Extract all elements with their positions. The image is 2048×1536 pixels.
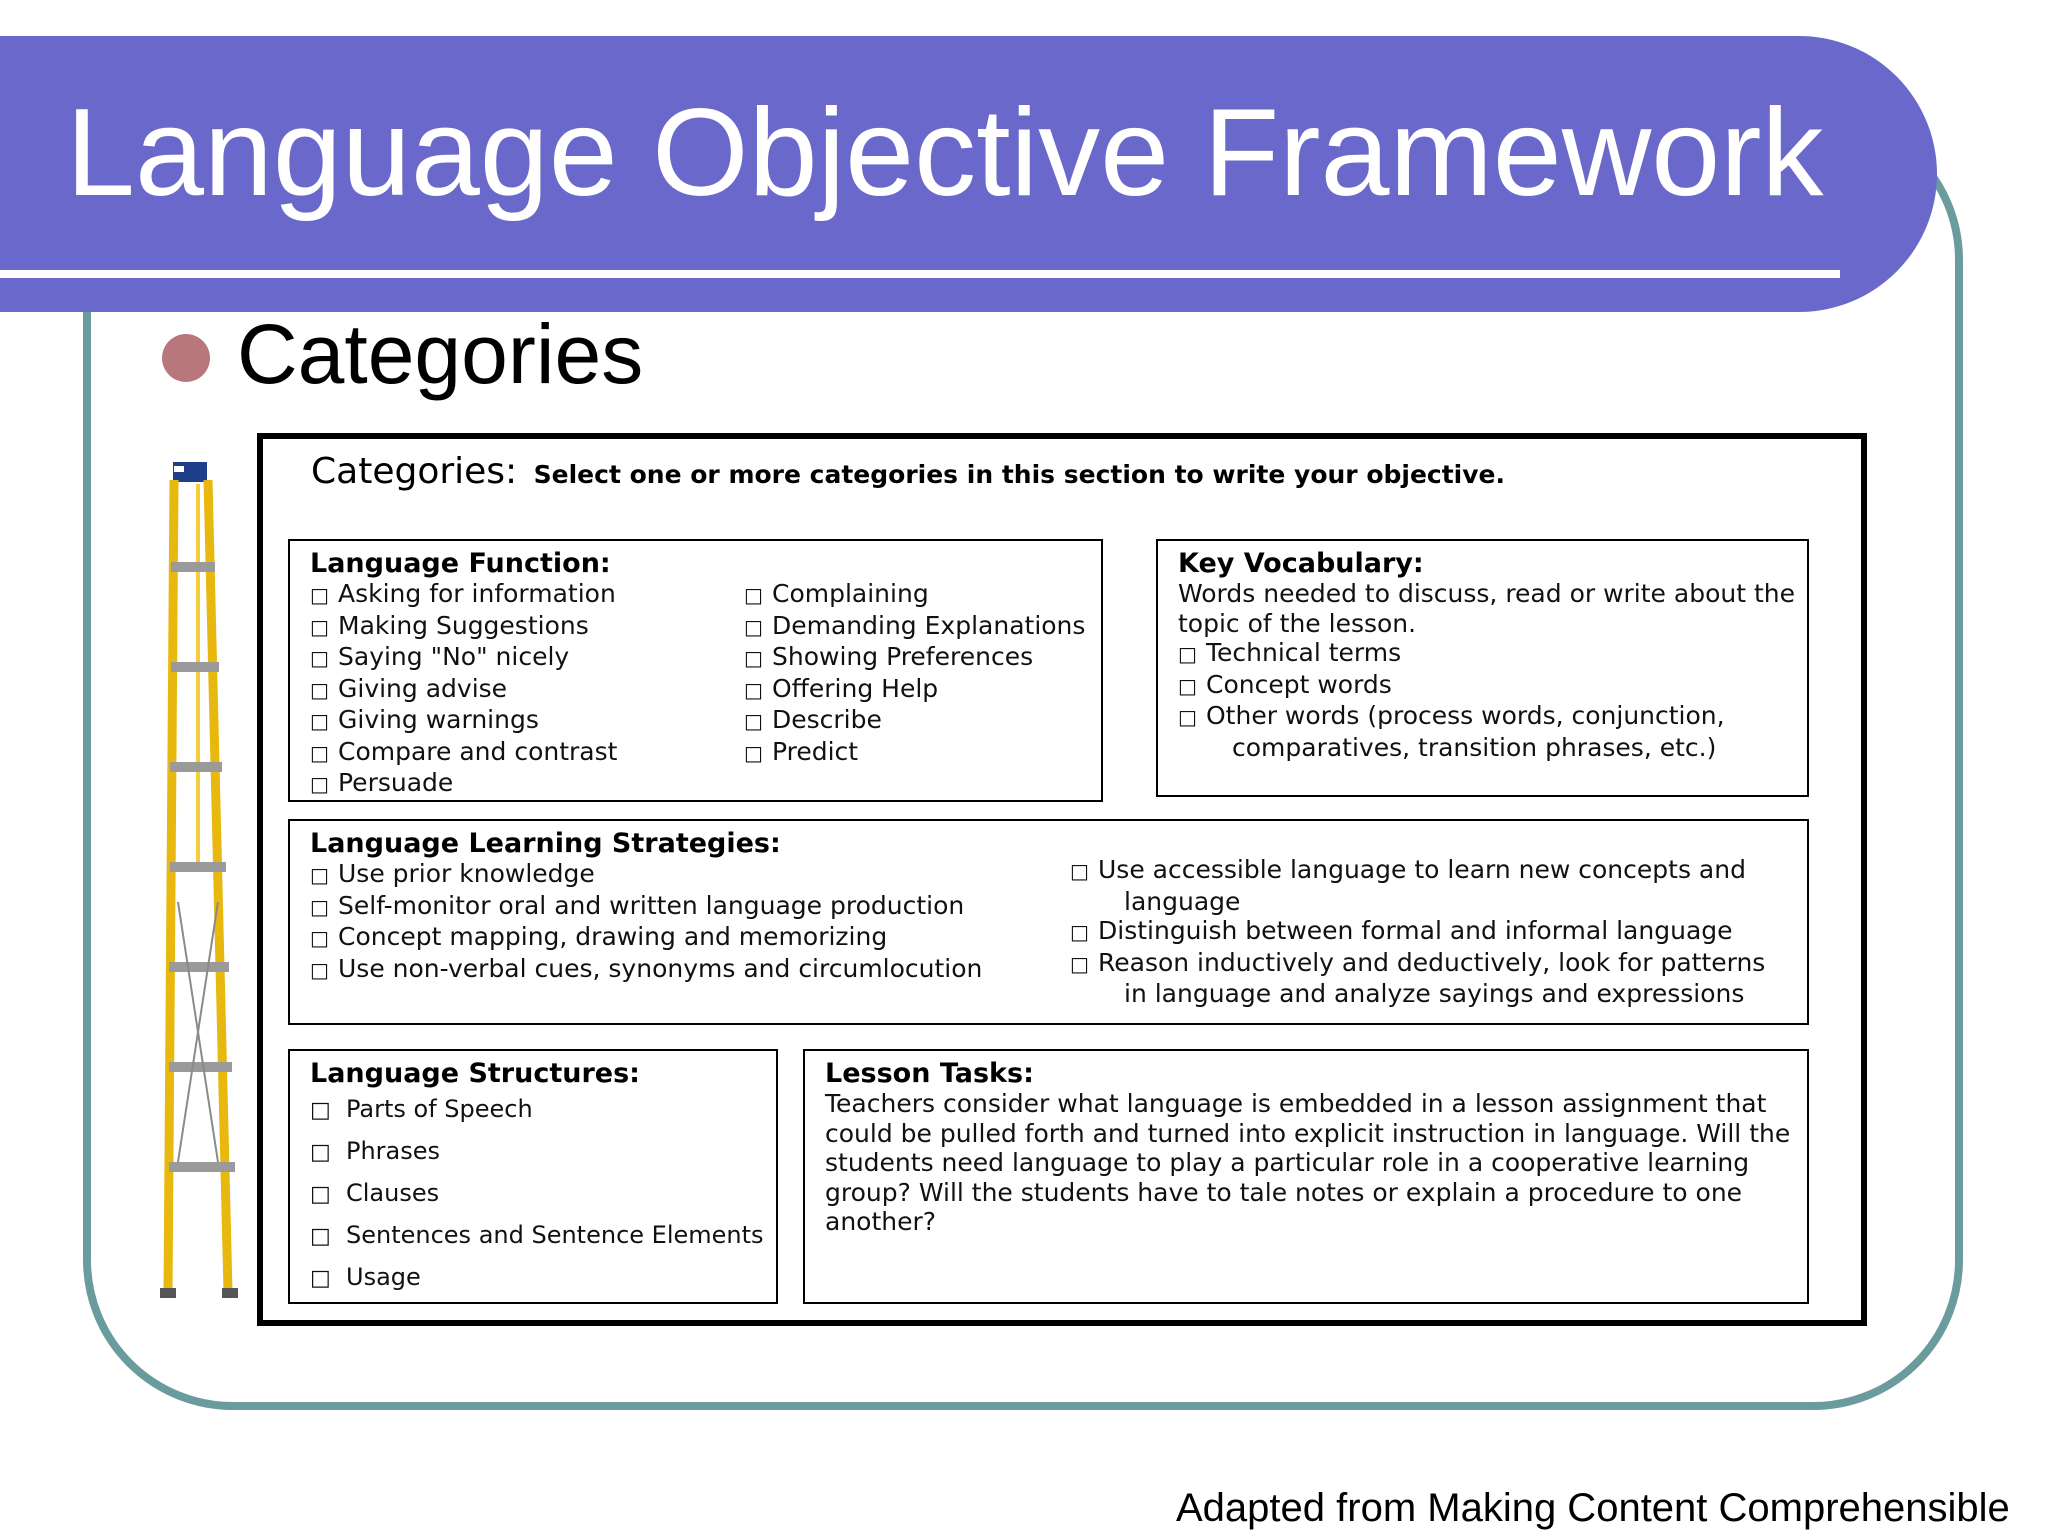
categories-form xyxy=(257,433,1867,1326)
checkbox-icon: □ xyxy=(310,1266,331,1291)
checkbox-icon: □ xyxy=(1070,859,1089,883)
checkbox-icon: □ xyxy=(1070,920,1089,944)
key-vocabulary-description: Words needed to discuss, read or write about the xyxy=(1178,579,1795,608)
lesson-tasks-line: Teachers consider what language is embedded in a lesson assignment that xyxy=(825,1089,1767,1118)
checkbox-icon: □ xyxy=(310,957,329,982)
bullet-categories: Categories xyxy=(237,307,644,401)
checkbox-icon: □ xyxy=(1178,642,1197,666)
checkbox-icon: □ xyxy=(310,677,329,702)
checkbox-item[interactable] xyxy=(744,611,1085,643)
checkbox-label: Showing Preferences xyxy=(772,642,1034,671)
checkbox-item[interactable] xyxy=(310,579,617,611)
checkbox-label: Sentences and Sentence Elements xyxy=(346,1221,764,1249)
checkbox-item[interactable] xyxy=(310,859,982,891)
list-item-continuation: language xyxy=(1124,886,1241,916)
list-item-continuation: in language and analyze sayings and expressions xyxy=(1124,979,1745,1008)
checkbox-icon: □ xyxy=(310,614,329,639)
checkbox-label: Self-monitor oral and written language production xyxy=(338,890,965,920)
checkbox-label: Parts of Speech xyxy=(346,1095,533,1123)
checkbox-item[interactable] xyxy=(744,674,1085,706)
checkbox-label: Saying "No" nicely xyxy=(338,642,570,671)
checkbox-icon: □ xyxy=(310,1098,331,1123)
form-header xyxy=(311,451,1505,492)
language-function-left-list xyxy=(310,579,617,800)
checkbox-icon: □ xyxy=(744,646,763,670)
checkbox-icon: □ xyxy=(310,646,329,670)
checkbox-icon: □ xyxy=(1070,951,1089,976)
checkbox-item[interactable] xyxy=(310,1089,764,1131)
checkbox-label: Making Suggestions xyxy=(338,610,589,640)
checkbox-label: Demanding Explanations xyxy=(772,610,1086,640)
checkbox-label: Concept mapping, drawing and memorizing xyxy=(338,922,888,951)
key-vocabulary-continuation: comparatives, transition phrases, etc.) xyxy=(1232,732,1717,762)
checkbox-icon: □ xyxy=(744,677,763,702)
checkbox-label: Use non-verbal cues, synonyms and circumlocution xyxy=(338,953,983,983)
learning-strategies-right-list xyxy=(1070,855,1765,1009)
checkbox-icon: □ xyxy=(310,583,329,607)
key-vocabulary-box xyxy=(1156,539,1809,797)
checkbox-icon: □ xyxy=(744,740,763,765)
checkbox-item[interactable] xyxy=(310,642,617,674)
title-underline xyxy=(0,270,1840,278)
learning-strategies-left-list xyxy=(310,859,982,985)
checkbox-item[interactable] xyxy=(310,1131,764,1173)
checkbox-item[interactable] xyxy=(310,922,982,954)
lesson-tasks-line: students need language to play a particular role in a cooperative learning xyxy=(825,1148,1750,1177)
checkbox-item[interactable]: □ Reason inductively and deductively, look for patterns xyxy=(1070,948,1765,980)
language-function-heading: Language Function: xyxy=(310,548,611,579)
lesson-tasks-line: could be pulled forth and turned into explicit instruction in language. Will the xyxy=(825,1118,1791,1148)
checkbox-icon: □ xyxy=(744,614,763,639)
checkbox-label: Describe xyxy=(772,705,882,734)
checkbox-icon: □ xyxy=(744,709,763,733)
checkbox-label: Predict xyxy=(772,736,859,766)
checkbox-item[interactable] xyxy=(310,611,617,643)
checkbox-item[interactable] xyxy=(310,954,982,986)
checkbox-icon: □ xyxy=(310,1182,331,1207)
checkbox-icon: □ xyxy=(744,583,763,607)
checkbox-item[interactable] xyxy=(310,1215,764,1257)
checkbox-icon: □ xyxy=(310,863,329,887)
checkbox-label: Usage xyxy=(346,1263,421,1291)
language-function-box xyxy=(288,539,1103,802)
checkbox-item[interactable] xyxy=(310,891,982,923)
checkbox-label: Compare and contrast xyxy=(338,736,618,766)
checkbox-item[interactable] xyxy=(1178,701,1795,733)
checkbox-icon: □ xyxy=(310,772,329,796)
lesson-tasks-line: another? xyxy=(825,1207,937,1236)
checkbox-item[interactable] xyxy=(310,1257,764,1299)
checkbox-icon: □ xyxy=(310,709,329,733)
checkbox-label: Phrases xyxy=(346,1137,441,1165)
checkbox-item[interactable]: □ Use accessible language to learn new concepts and xyxy=(1070,855,1765,887)
lesson-tasks-heading: Lesson Tasks: xyxy=(825,1058,1034,1089)
checkbox-icon: □ xyxy=(1178,673,1197,698)
checkbox-label: Complaining xyxy=(772,579,929,608)
form-title: Categories: xyxy=(311,451,518,492)
checkbox-item[interactable] xyxy=(310,674,617,706)
checkbox-label: Use prior knowledge xyxy=(338,859,595,888)
checkbox-label: Technical terms xyxy=(1206,638,1402,667)
checkbox-label: Giving advise xyxy=(338,673,508,703)
checkbox-item[interactable] xyxy=(310,1173,764,1215)
checkbox-icon: □ xyxy=(310,894,329,919)
checkbox-icon: □ xyxy=(310,1140,331,1165)
checkbox-item[interactable] xyxy=(744,737,1085,769)
language-structures-box xyxy=(288,1049,778,1304)
checkbox-item[interactable] xyxy=(1178,670,1795,702)
language-structures-list xyxy=(310,1089,764,1299)
checkbox-item[interactable] xyxy=(310,705,617,737)
checkbox-item[interactable] xyxy=(310,737,617,769)
checkbox-label: Offering Help xyxy=(772,673,939,703)
language-structures-heading: Language Structures: xyxy=(310,1058,640,1089)
checkbox-label: Persuade xyxy=(338,768,454,797)
checkbox-label: Other words (process words, conjunction, xyxy=(1206,701,1725,730)
checkbox-icon: □ xyxy=(1178,705,1197,729)
slide-title: Language Objective Framework xyxy=(66,84,1824,222)
checkbox-label: Giving warnings xyxy=(338,705,539,734)
language-function-right-list xyxy=(744,579,1085,768)
key-vocabulary-heading: Key Vocabulary: xyxy=(1178,548,1424,579)
checkbox-item[interactable] xyxy=(744,705,1085,737)
checkbox-item[interactable] xyxy=(310,768,617,800)
bullet-icon xyxy=(162,334,210,382)
lesson-tasks-line: group? Will the students have to tale notes or explain a procedure to one xyxy=(825,1177,1743,1207)
key-vocabulary-list xyxy=(1178,638,1795,733)
checkbox-label: Asking for information xyxy=(338,579,616,608)
attribution-footer: Adapted from Making Content Comprehensible xyxy=(1176,1486,2010,1530)
key-vocabulary-description-cont: topic of the lesson. xyxy=(1178,608,1417,638)
checkbox-label: Clauses xyxy=(346,1179,440,1207)
checkbox-icon: □ xyxy=(310,926,329,950)
checkbox-item[interactable]: □ Distinguish between formal and informal language xyxy=(1070,916,1765,948)
checkbox-icon: □ xyxy=(310,1224,331,1249)
checkbox-item[interactable] xyxy=(744,642,1085,674)
learning-strategies-heading: Language Learning Strategies: xyxy=(310,828,781,859)
checkbox-label: Concept words xyxy=(1206,669,1392,699)
form-instruction: Select one or more categories in this section to write your objective. xyxy=(533,460,1506,489)
learning-strategies-box xyxy=(288,819,1809,1025)
checkbox-item[interactable] xyxy=(1178,638,1795,670)
checkbox-item[interactable] xyxy=(744,579,1085,611)
lesson-tasks-box xyxy=(803,1049,1809,1304)
lesson-tasks-text xyxy=(825,1089,1790,1237)
checkbox-icon: □ xyxy=(310,740,329,765)
ladder-image xyxy=(138,462,244,1300)
